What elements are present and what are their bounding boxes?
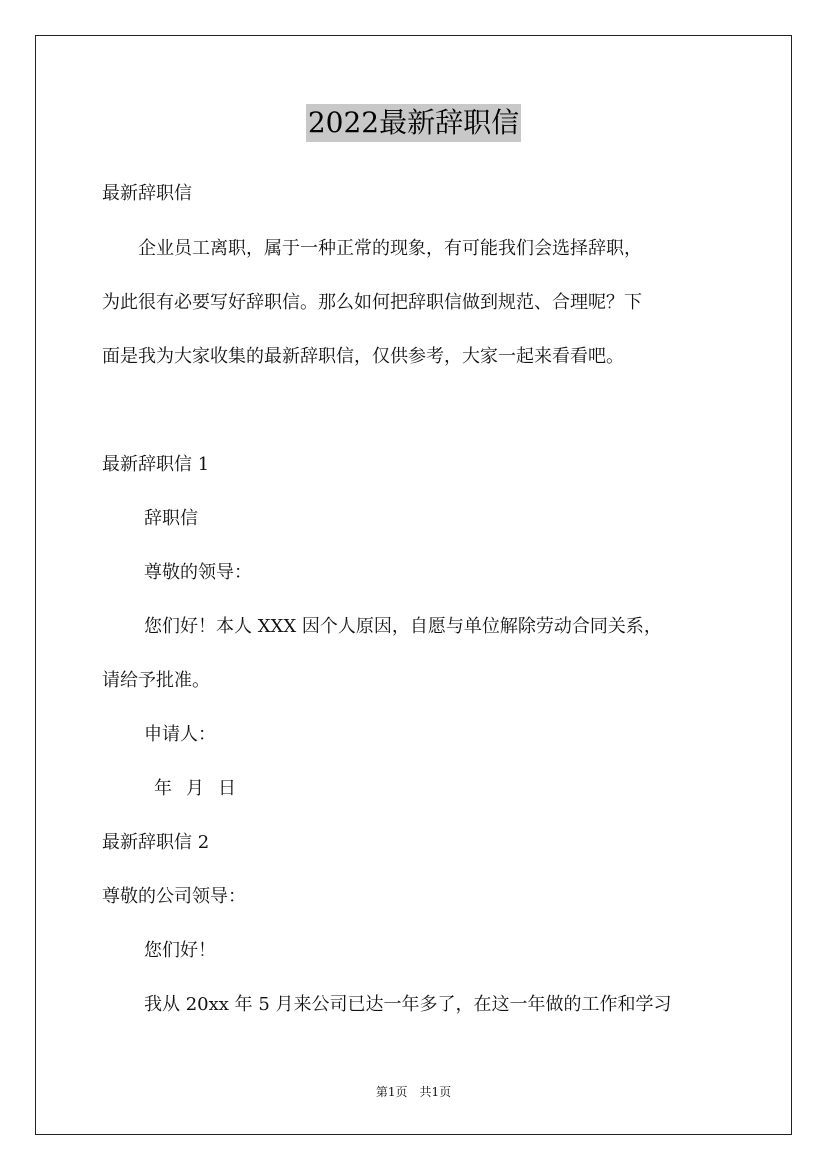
letter2-heading: 最新辞职信 2 <box>102 832 210 853</box>
letter1-heading: 最新辞职信 1 <box>102 454 210 475</box>
document-heading: 最新辞职信 <box>102 183 192 204</box>
document-title: 2022最新辞职信 <box>306 104 521 142</box>
date-year: 年 <box>154 778 172 799</box>
letter1-salutation: 尊敬的领导： <box>144 562 252 583</box>
letter1-body-line-1: 您们好！本人 XXX 因个人原因，自愿与单位解除劳动合同关系， <box>144 616 662 637</box>
letter1-applicant: 申请人： <box>144 724 216 745</box>
letter1-date <box>154 777 250 801</box>
date-month: 月 <box>186 778 204 799</box>
intro-line-2: 为此很有必要写好辞职信。那么如何把辞职信做到规范、合理呢？下 <box>102 292 642 313</box>
title-container <box>0 104 827 142</box>
letter2-greeting: 您们好！ <box>144 940 216 961</box>
page-footer: 第1页 共1页 <box>375 1085 452 1099</box>
letter2-salutation: 尊敬的公司领导： <box>102 886 246 907</box>
letter2-body-line-1: 我从 20xx 年 5 月来公司已达一年多了，在这一年做的工作和学习 <box>144 994 672 1015</box>
date-day: 日 <box>218 778 236 799</box>
letter1-body-line-2: 请给予批准。 <box>102 670 210 691</box>
intro-line-1: 企业员工离职，属于一种正常的现象，有可能我们会选择辞职， <box>102 238 642 259</box>
intro-line-3: 面是我为大家收集的最新辞职信，仅供参考，大家一起来看看吧。 <box>102 346 624 367</box>
letter1-subject: 辞职信 <box>144 508 198 529</box>
